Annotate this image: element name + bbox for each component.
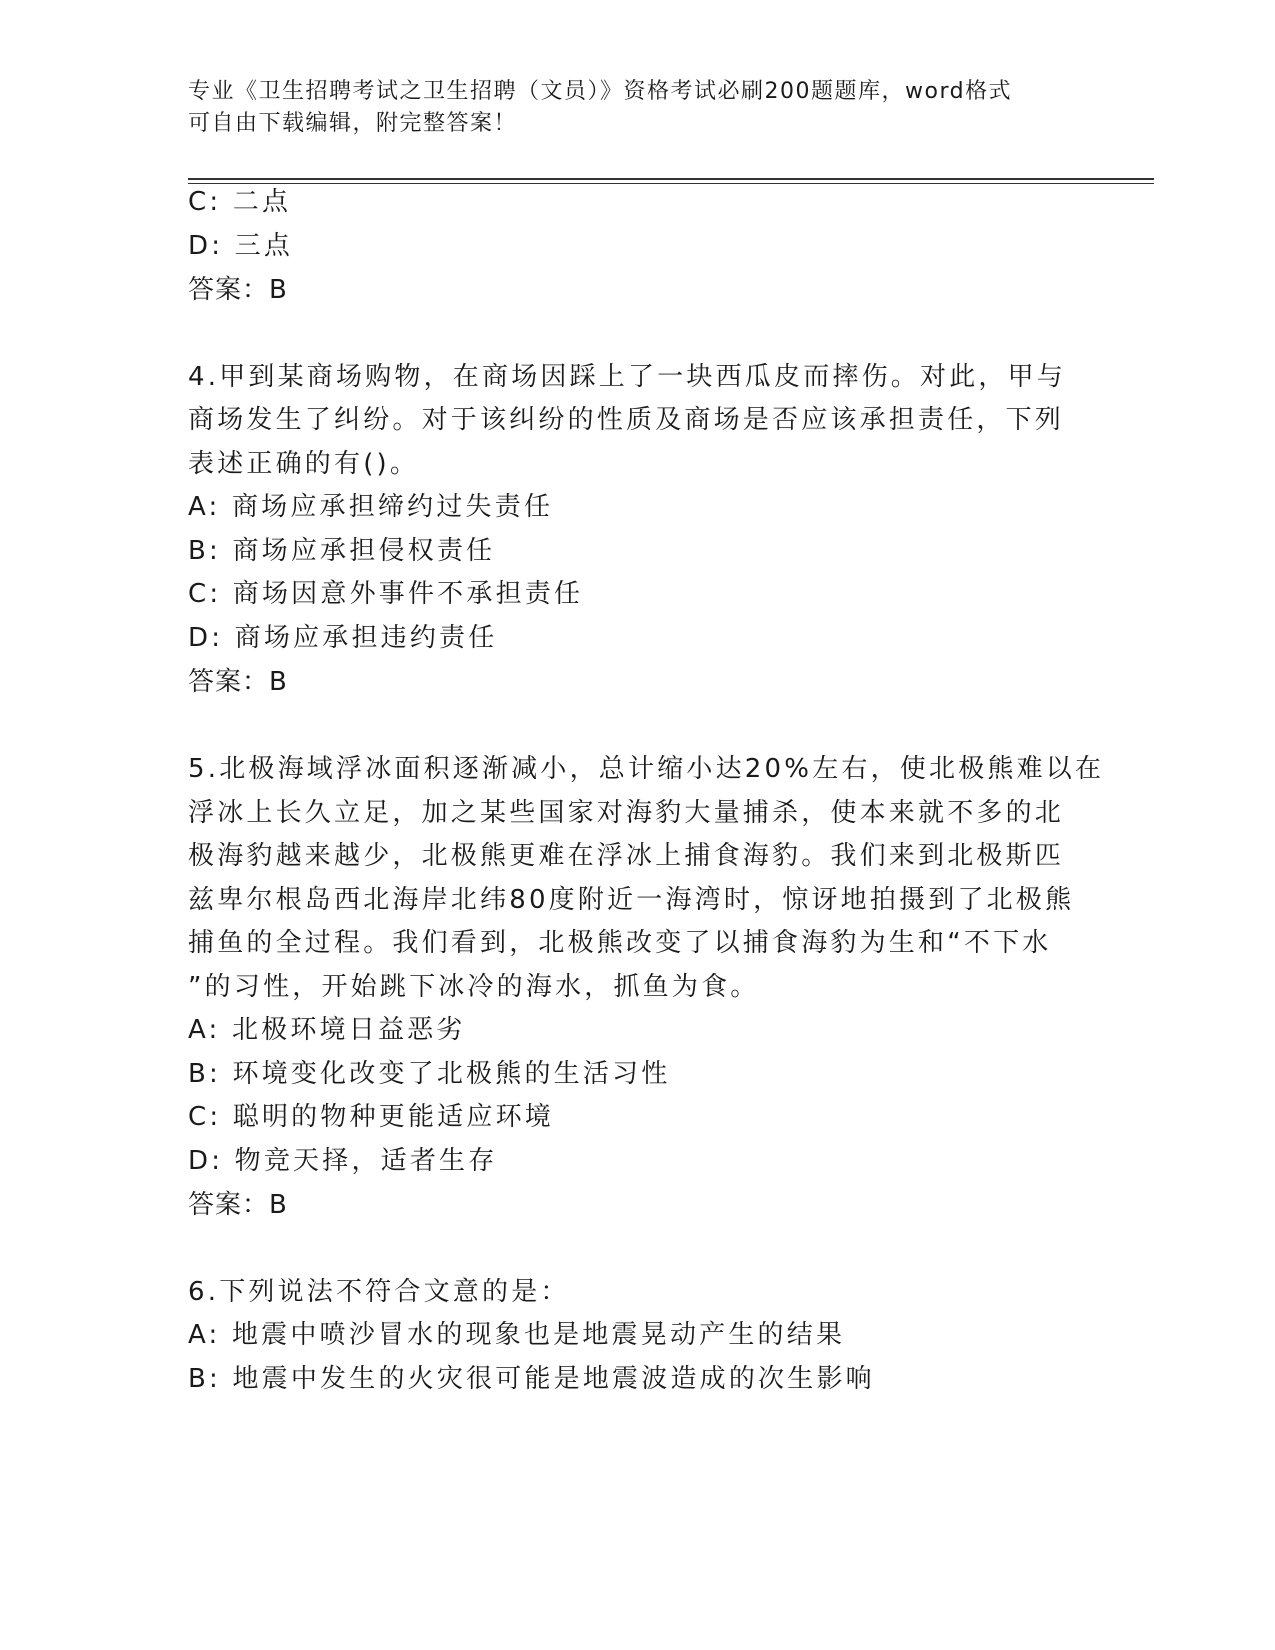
q5-stem-line-2: 浮冰上长久立足，加之某些国家对海豹大量捕杀，使本来就不多的北 [188,798,1065,828]
q4-stem-line-2: 商场发生了纠纷。对于该纠纷的性质及商场是否应该承担责任，下列 [188,405,1065,435]
q5-option-c: C: 聪明的物种更能适应环境 [188,1102,554,1132]
header-line-2: 可自由下载编辑，附完整答案！ [188,111,518,136]
q6-stem-line-1: 6.下列说法不符合文意的是： [188,1277,570,1307]
q6-option-b: B: 地震中发生的火灾很可能是地震波造成的次生影响 [188,1364,875,1394]
q4-option-d: D: 商场应承担违约责任 [188,623,498,653]
q5-option-a: A: 北极环境日益恶劣 [188,1015,466,1045]
q4-option-c: C: 商场因意外事件不承担责任 [188,579,584,609]
q3-answer: 答案：B [188,275,288,305]
q3-option-d: D: 三点 [188,231,294,261]
q4-option-b: B: 商场应承担侵权责任 [188,536,496,566]
header-line-1: 专业《卫生招聘考试之卫生招聘（文员）》资格考试必刷200题题库，word格式 [188,79,1013,104]
document-header [188,76,1068,140]
q4-option-a: A: 商场应承担缔约过失责任 [188,492,554,522]
q5-option-b: B: 环境变化改变了北极熊的生活习性 [188,1059,671,1089]
q3-option-c: C: 二点 [188,187,292,217]
header-divider-thin [188,183,1154,184]
q5-stem-line-5: 捕鱼的全过程。我们看到，北极熊改变了以捕食海豹为生和“不下水 [188,928,1052,958]
q5-stem-line-1: 5.北极海域浮冰面积逐渐减小，总计缩小达20%左右，使北极熊难以在 [188,754,1105,784]
q4-stem-line-3: 表述正确的有()。 [188,449,420,479]
q5-stem-line-4: 兹卑尔根岛西北海岸北纬80度附近一海湾时，惊讶地拍摄到了北极熊 [188,885,1075,915]
q5-answer: 答案：B [188,1190,288,1220]
q5-option-d: D: 物竞天择，适者生存 [188,1146,498,1176]
q4-stem-line-1: 4.甲到某商场购物，在商场因踩上了一块西瓜皮而摔伤。对此，甲与 [188,362,1067,392]
header-divider-thick [188,178,1154,180]
q6-option-a: A: 地震中喷沙冒水的现象也是地震晃动产生的结果 [188,1320,846,1350]
q4-answer: 答案：B [188,667,288,697]
q5-stem-line-3: 极海豹越来越少，北极熊更难在浮冰上捕食海豹。我们来到北极斯匹 [188,841,1065,871]
q5-stem-line-6: ”的习性，开始跳下冰冷的海水，抓鱼为食。 [188,972,760,1002]
